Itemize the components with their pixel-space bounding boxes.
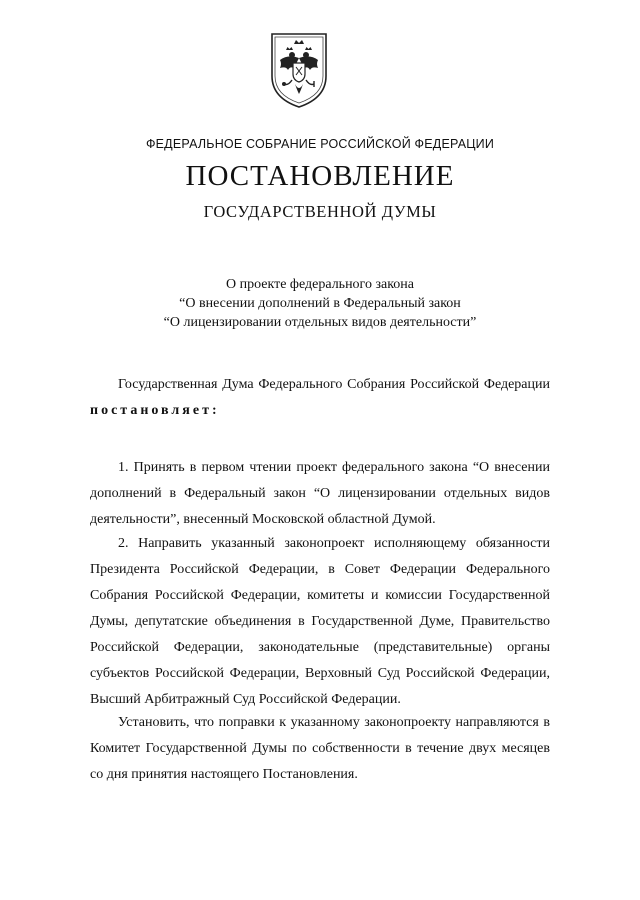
intro-paragraph bbox=[90, 372, 550, 424]
document-subtitle: ГОСУДАРСТВЕННОЙ ДУМЫ bbox=[203, 202, 437, 221]
paragraph-3: Установить, что поправки к указанному законопроекту направляются в Комитет Государственной Думы по собственности в течение двух месяцев со дня принятия настоящего Постановления. bbox=[90, 715, 550, 782]
paragraph-1: 1. Принять в первом чтении проект федерального закона “О внесении дополнений в Федеральный закон “О лицензировании отдельных видов деятельности”, внесенный Московской областной Думой. bbox=[90, 460, 550, 527]
subject-line: “О внесении дополнений в Федеральный закон bbox=[179, 296, 461, 311]
resolution-verb: постановляет: bbox=[90, 403, 220, 418]
subject-line: “О лицензировании отдельных видов деятельности” bbox=[163, 315, 477, 330]
russian-coat-of-arms-icon bbox=[268, 30, 330, 110]
subject-line: О проекте федерального закона bbox=[225, 277, 414, 292]
document-type: ПОСТАНОВЛЕНИЕ bbox=[185, 160, 455, 192]
intro-text: Государственная Дума Федерального Собрания Российской Федерации bbox=[118, 377, 550, 392]
document-subject bbox=[0, 275, 640, 332]
organization-name: ФЕДЕРАЛЬНОЕ СОБРАНИЕ РОССИЙСКОЙ ФЕДЕРАЦИИ bbox=[145, 137, 495, 151]
paragraph-2: 2. Направить указанный законопроект исполняющему обязанности Президента Российской Федерации, в Совет Федерации Федерального Собрания Российской Федерации, комитеты и комиссии Государственной Думы, депутатские объединения в Государственной Думе, Правительство Российской Федерации, законодательные (представительные) органы субъектов Российской Федерации, Верховный Суд Российской Федерации, Высший Арбитражный Суд Российской Федерации. bbox=[90, 536, 550, 707]
